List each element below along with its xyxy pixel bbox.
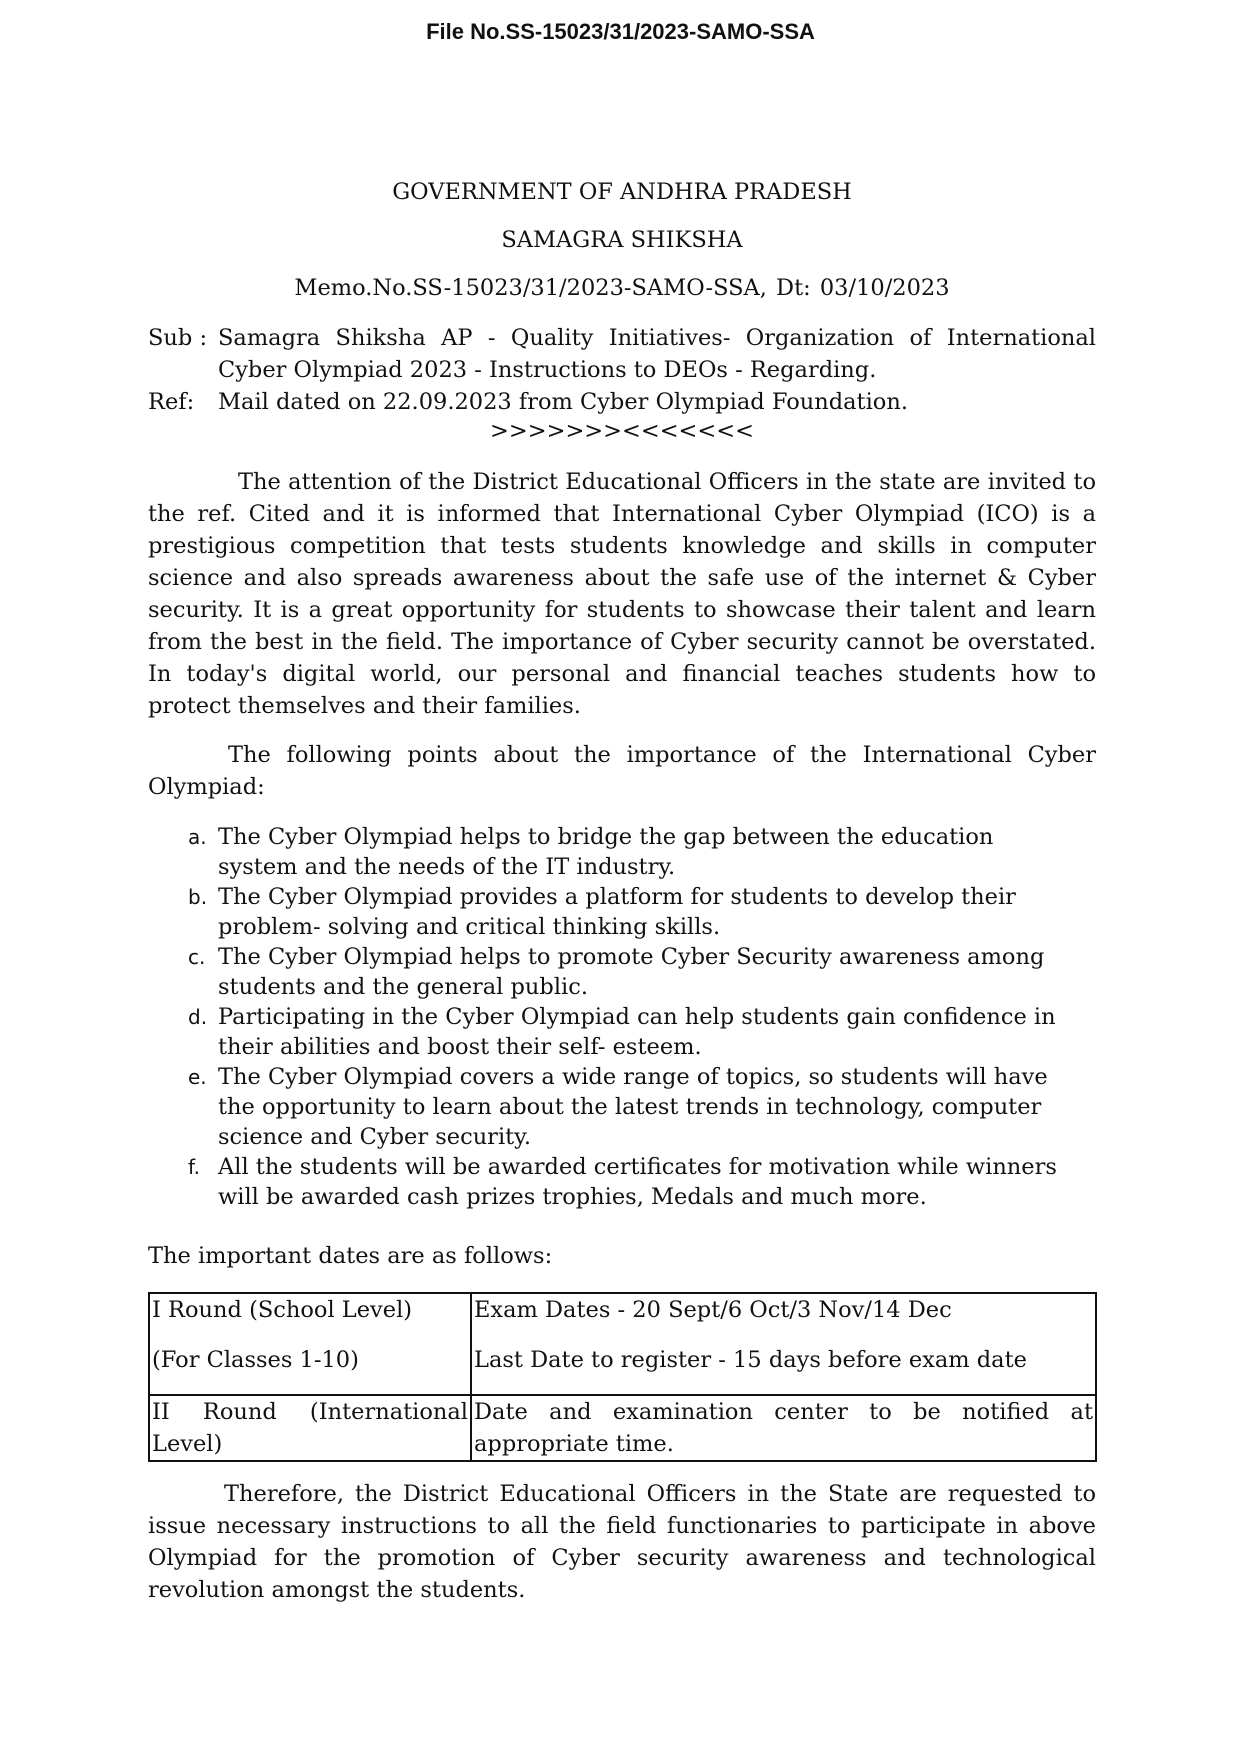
list-item — [188, 1062, 1068, 1152]
list-item — [188, 882, 1068, 942]
round1-register-date: Last Date to register - 15 days before exam date — [474, 1347, 1027, 1373]
government-title: GOVERNMENT OF ANDHRA PRADESH — [392, 179, 852, 205]
list-marker: e. — [188, 1065, 207, 1089]
list-text: The Cyber Olympiad helps to promote Cyber Security awareness among students and the general public. — [218, 944, 1045, 1000]
memo-number: Memo.No.SS-15023/31/2023-SAMO-SSA, Dt: 03/10/2023 — [294, 275, 950, 301]
subject-text: Samagra Shiksha AP - Quality Initiatives- Organization of International Cyber Olympiad 2023 - Instructions to DEOs - Regarding. — [218, 325, 1096, 383]
list-text: The Cyber Olympiad helps to bridge the gap between the education system and the needs of the IT industry. — [218, 824, 994, 880]
list-marker: f. — [188, 1155, 200, 1179]
list-item — [188, 822, 1068, 882]
table-cell — [149, 1293, 471, 1395]
list-item — [188, 1152, 1068, 1212]
reference-text: Mail dated on 22.09.2023 from Cyber Olympiad Foundation. — [218, 389, 908, 415]
round1-classes: (For Classes 1-10) — [152, 1347, 359, 1373]
reference-label: Ref: — [148, 389, 195, 415]
importance-list — [188, 822, 1068, 1212]
list-marker: b. — [188, 885, 208, 909]
list-item — [188, 1002, 1068, 1062]
list-text: The Cyber Olympiad provides a platform for students to develop their problem- solving and critical thinking skills. — [218, 884, 1016, 940]
closing-paragraph: Therefore, the District Educational Officers in the State are requested to issue necessary instructions to all the field functionaries to participate in above Olympiad for the promotion of Cyber security awareness and technological revolution amongst the students. — [148, 1481, 1096, 1603]
points-intro: The following points about the importance of the International Cyber Olympiad: — [148, 742, 1096, 800]
intro-paragraph: The attention of the District Educational Officers in the state are invited to the ref. Cited and it is informed that International Cyber Olympiad (ICO) is a prestigious competition that tests students knowledge and skills in computer science and also spreads awareness about the safe use of the internet & Cyber security. It is a great opportunity for students to showcase their talent and learn from the best in the field. The importance of Cyber security cannot be overstated. In today's digital world, our personal and financial teaches students how to protect themselves and their families. — [148, 469, 1096, 719]
list-item — [188, 942, 1068, 1002]
dates-intro: The important dates are as follows: — [148, 1243, 553, 1269]
round2-name: II Round (International Level) — [152, 1399, 468, 1457]
department-title: SAMAGRA SHIKSHA — [501, 227, 743, 253]
table-cell — [471, 1395, 1096, 1461]
list-marker: d. — [188, 1005, 208, 1029]
separator: >>>>>>><<<<<<< — [490, 418, 754, 444]
subject-block — [148, 322, 1096, 418]
list-text: Participating in the Cyber Olympiad can help students gain confidence in their abilities and boost their self- esteem. — [218, 1004, 1056, 1060]
list-text: All the students will be awarded certificates for motivation while winners will be awarded cash prizes trophies, Medals and much more. — [218, 1154, 1057, 1210]
round1-exam-dates: Exam Dates - 20 Sept/6 Oct/3 Nov/14 Dec — [474, 1297, 952, 1323]
table-row — [149, 1395, 1096, 1461]
round1-name: I Round (School Level) — [152, 1297, 413, 1323]
table-row — [149, 1293, 1096, 1395]
table-cell — [149, 1395, 471, 1461]
important-dates-table — [148, 1292, 1097, 1462]
list-marker: c. — [188, 945, 206, 969]
subject-label: Sub : — [148, 325, 208, 351]
table-cell — [471, 1293, 1096, 1395]
file-number: File No.SS-15023/31/2023-SAMO-SSA — [426, 19, 815, 44]
list-marker: a. — [188, 825, 207, 849]
list-text: The Cyber Olympiad covers a wide range of topics, so students will have the opportunity to learn about the latest trends in technology, computer science and Cyber security. — [218, 1064, 1048, 1150]
round2-info: Date and examination center to be notified at appropriate time. — [474, 1399, 1093, 1457]
